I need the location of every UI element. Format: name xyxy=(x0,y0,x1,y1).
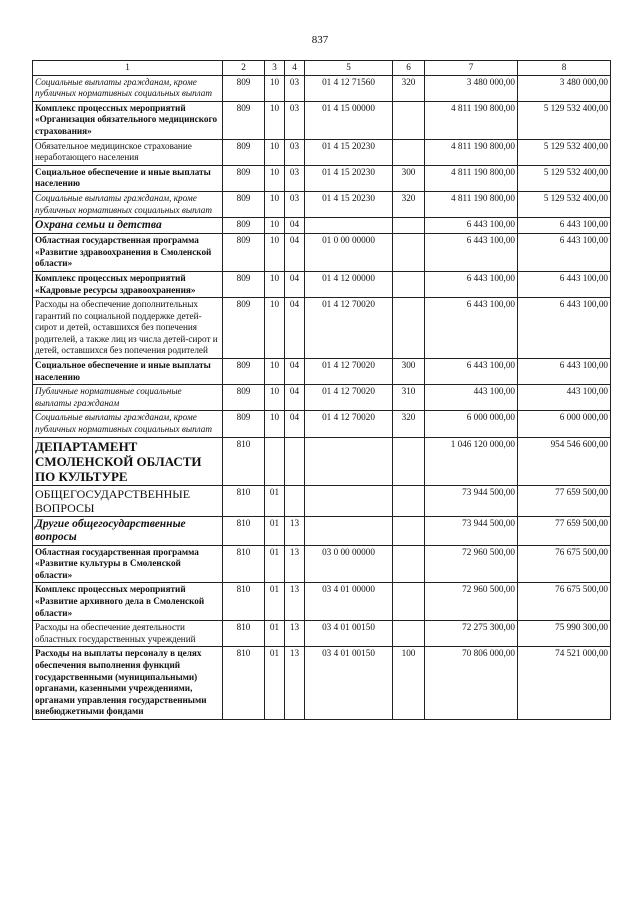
table-row xyxy=(33,411,611,437)
expense-type-code xyxy=(393,583,425,621)
section-code: 10 xyxy=(265,75,285,101)
subsection-code: 04 xyxy=(285,298,305,359)
target-article-code: 01 4 15 20230 xyxy=(305,165,393,191)
admin-code: 809 xyxy=(223,191,265,217)
table-row xyxy=(33,385,611,411)
table-row xyxy=(33,647,611,720)
row-name: Публичные нормативные социальные выплаты гражданам xyxy=(33,385,223,411)
amount-year-2: 76 675 500,00 xyxy=(518,545,611,583)
admin-code: 810 xyxy=(223,485,265,516)
amount-year-1: 4 811 190 800,00 xyxy=(425,191,518,217)
subsection-code: 04 xyxy=(285,385,305,411)
target-article-code: 01 4 12 70020 xyxy=(305,411,393,437)
amount-year-1: 70 806 000,00 xyxy=(425,647,518,720)
expense-type-code: 100 xyxy=(393,647,425,720)
table-row xyxy=(33,359,611,385)
col-header: 3 xyxy=(265,61,285,76)
subsection-code: 04 xyxy=(285,271,305,297)
admin-code: 809 xyxy=(223,359,265,385)
section-code: 10 xyxy=(265,385,285,411)
table-row xyxy=(33,545,611,583)
amount-year-1: 6 443 100,00 xyxy=(425,234,518,272)
row-name: Расходы на обеспечение деятельности областных государственных учреждений xyxy=(33,621,223,647)
subsection-code: 13 xyxy=(285,583,305,621)
row-name: Расходы на обеспечение дополнительных гарантий по социальной поддержке детей-сирот и детей, оставшихся без попечения родителей, а также лиц из числа детей-сирот и детей, оставшихся без попечения родителей xyxy=(33,298,223,359)
amount-year-2: 75 990 300,00 xyxy=(518,621,611,647)
row-name: Социальные выплаты гражданам, кроме публичных нормативных социальных выплат xyxy=(33,191,223,217)
subsection-code: 13 xyxy=(285,545,305,583)
section-code: 10 xyxy=(265,298,285,359)
table-row xyxy=(33,437,611,485)
header-row xyxy=(33,61,611,76)
col-header: 1 xyxy=(33,61,223,76)
amount-year-1: 72 275 300,00 xyxy=(425,621,518,647)
expense-type-code xyxy=(393,271,425,297)
col-header: 8 xyxy=(518,61,611,76)
admin-code: 810 xyxy=(223,545,265,583)
amount-year-2: 3 480 000,00 xyxy=(518,75,611,101)
amount-year-2: 5 129 532 400,00 xyxy=(518,165,611,191)
row-name: Областная государственная программа «Развитие здравоохранения в Смоленской области» xyxy=(33,234,223,272)
subsection-code: 04 xyxy=(285,218,305,234)
admin-code: 809 xyxy=(223,385,265,411)
target-article-code: 01 4 15 00000 xyxy=(305,101,393,139)
amount-year-2: 5 129 532 400,00 xyxy=(518,191,611,217)
amount-year-1: 4 811 190 800,00 xyxy=(425,139,518,165)
target-article-code xyxy=(305,485,393,516)
admin-code: 809 xyxy=(223,165,265,191)
amount-year-1: 6 443 100,00 xyxy=(425,218,518,234)
amount-year-1: 4 811 190 800,00 xyxy=(425,165,518,191)
amount-year-2: 6 443 100,00 xyxy=(518,218,611,234)
row-name: Социальные выплаты гражданам, кроме публичных нормативных социальных выплат xyxy=(33,411,223,437)
amount-year-1: 1 046 120 000,00 xyxy=(425,437,518,485)
row-name: Комплекс процессных мероприятий «Кадровые ресурсы здравоохранения» xyxy=(33,271,223,297)
table-row xyxy=(33,271,611,297)
target-article-code xyxy=(305,516,393,545)
subsection-code: 13 xyxy=(285,647,305,720)
subsection-code xyxy=(285,437,305,485)
admin-code: 810 xyxy=(223,621,265,647)
col-header: 5 xyxy=(305,61,393,76)
target-article-code: 01 4 12 70020 xyxy=(305,385,393,411)
section-code: 01 xyxy=(265,583,285,621)
table-row xyxy=(33,485,611,516)
target-article-code: 01 4 15 20230 xyxy=(305,139,393,165)
section-code: 10 xyxy=(265,411,285,437)
amount-year-1: 3 480 000,00 xyxy=(425,75,518,101)
subsection-code: 03 xyxy=(285,139,305,165)
target-article-code xyxy=(305,437,393,485)
amount-year-1: 72 960 500,00 xyxy=(425,583,518,621)
section-code: 10 xyxy=(265,165,285,191)
table-row xyxy=(33,75,611,101)
amount-year-1: 4 811 190 800,00 xyxy=(425,101,518,139)
amount-year-2: 443 100,00 xyxy=(518,385,611,411)
table-row xyxy=(33,621,611,647)
subsection-code: 04 xyxy=(285,359,305,385)
section-code: 10 xyxy=(265,218,285,234)
admin-code: 809 xyxy=(223,101,265,139)
section-code: 10 xyxy=(265,359,285,385)
target-article-code: 01 4 12 00000 xyxy=(305,271,393,297)
amount-year-1: 6 443 100,00 xyxy=(425,359,518,385)
expense-type-code xyxy=(393,516,425,545)
section-code: 01 xyxy=(265,485,285,516)
expense-type-code: 300 xyxy=(393,165,425,191)
section-code: 10 xyxy=(265,101,285,139)
admin-code: 810 xyxy=(223,583,265,621)
amount-year-2: 74 521 000,00 xyxy=(518,647,611,720)
expense-type-code: 310 xyxy=(393,385,425,411)
amount-year-1: 73 944 500,00 xyxy=(425,485,518,516)
admin-code: 809 xyxy=(223,411,265,437)
table-row xyxy=(33,218,611,234)
section-code: 01 xyxy=(265,647,285,720)
col-header: 6 xyxy=(393,61,425,76)
table-row xyxy=(33,583,611,621)
amount-year-2: 6 443 100,00 xyxy=(518,271,611,297)
target-article-code: 03 0 00 00000 xyxy=(305,545,393,583)
table-row xyxy=(33,191,611,217)
amount-year-1: 73 944 500,00 xyxy=(425,516,518,545)
row-name: ДЕПАРТАМЕНТ СМОЛЕНСКОЙ ОБЛАСТИ ПО КУЛЬТУРЕ xyxy=(33,437,223,485)
section-code: 10 xyxy=(265,191,285,217)
col-header: 2 xyxy=(223,61,265,76)
section-code: 01 xyxy=(265,621,285,647)
admin-code: 809 xyxy=(223,298,265,359)
col-header: 7 xyxy=(425,61,518,76)
amount-year-1: 72 960 500,00 xyxy=(425,545,518,583)
amount-year-2: 5 129 532 400,00 xyxy=(518,139,611,165)
section-code: 10 xyxy=(265,234,285,272)
admin-code: 809 xyxy=(223,139,265,165)
target-article-code xyxy=(305,218,393,234)
row-name: Расходы на выплаты персоналу в целях обеспечения выполнения функций государственными (муниципальными) органами, казенными учреждениями, органами управления государственными внебюджетными фондами xyxy=(33,647,223,720)
row-name: Областная государственная программа «Развитие культуры в Смоленской области» xyxy=(33,545,223,583)
subsection-code: 04 xyxy=(285,234,305,272)
amount-year-2: 5 129 532 400,00 xyxy=(518,101,611,139)
row-name: Социальное обеспечение и иные выплаты населению xyxy=(33,165,223,191)
target-article-code: 03 4 01 00150 xyxy=(305,647,393,720)
row-name: Комплекс процессных мероприятий «Организация обязательного медицинского страхования» xyxy=(33,101,223,139)
col-header: 4 xyxy=(285,61,305,76)
admin-code: 810 xyxy=(223,437,265,485)
row-name: Комплекс процессных мероприятий «Развитие архивного дела в Смоленской области» xyxy=(33,583,223,621)
admin-code: 810 xyxy=(223,647,265,720)
row-name: Социальное обеспечение и иные выплаты населению xyxy=(33,359,223,385)
table-row xyxy=(33,165,611,191)
section-code: 01 xyxy=(265,545,285,583)
subsection-code xyxy=(285,485,305,516)
subsection-code: 03 xyxy=(285,75,305,101)
target-article-code: 03 4 01 00150 xyxy=(305,621,393,647)
table-row xyxy=(33,139,611,165)
section-code xyxy=(265,437,285,485)
section-code: 10 xyxy=(265,271,285,297)
expense-type-code xyxy=(393,545,425,583)
amount-year-2: 954 546 600,00 xyxy=(518,437,611,485)
target-article-code: 01 4 15 20230 xyxy=(305,191,393,217)
subsection-code: 04 xyxy=(285,411,305,437)
target-article-code: 01 4 12 70020 xyxy=(305,359,393,385)
row-name: ОБЩЕГОСУДАРСТВЕННЫЕ ВОПРОСЫ xyxy=(33,485,223,516)
page-number: 837 xyxy=(311,34,329,46)
table-row xyxy=(33,234,611,272)
target-article-code: 01 4 12 70020 xyxy=(305,298,393,359)
expense-type-code: 320 xyxy=(393,411,425,437)
admin-code: 809 xyxy=(223,218,265,234)
table-row xyxy=(33,298,611,359)
amount-year-2: 6 443 100,00 xyxy=(518,359,611,385)
admin-code: 809 xyxy=(223,271,265,297)
amount-year-1: 6 443 100,00 xyxy=(425,271,518,297)
amount-year-1: 6 000 000,00 xyxy=(425,411,518,437)
admin-code: 809 xyxy=(223,75,265,101)
expense-type-code xyxy=(393,485,425,516)
admin-code: 810 xyxy=(223,516,265,545)
expense-type-code xyxy=(393,101,425,139)
subsection-code: 13 xyxy=(285,516,305,545)
section-code: 01 xyxy=(265,516,285,545)
amount-year-2: 76 675 500,00 xyxy=(518,583,611,621)
expense-type-code: 320 xyxy=(393,191,425,217)
expense-type-code xyxy=(393,437,425,485)
target-article-code: 03 4 01 00000 xyxy=(305,583,393,621)
expense-type-code xyxy=(393,621,425,647)
expense-type-code xyxy=(393,234,425,272)
subsection-code: 03 xyxy=(285,165,305,191)
row-name: Социальные выплаты гражданам, кроме публичных нормативных социальных выплат xyxy=(33,75,223,101)
amount-year-2: 6 000 000,00 xyxy=(518,411,611,437)
target-article-code: 01 0 00 00000 xyxy=(305,234,393,272)
amount-year-2: 77 659 500,00 xyxy=(518,485,611,516)
subsection-code: 13 xyxy=(285,621,305,647)
table-row xyxy=(33,516,611,545)
row-name: Охрана семьи и детства xyxy=(33,218,223,234)
amount-year-1: 6 443 100,00 xyxy=(425,298,518,359)
expense-type-code xyxy=(393,218,425,234)
amount-year-2: 6 443 100,00 xyxy=(518,234,611,272)
expense-type-code xyxy=(393,298,425,359)
budget-table xyxy=(32,60,611,720)
amount-year-2: 6 443 100,00 xyxy=(518,298,611,359)
row-name: Другие общегосударственные вопросы xyxy=(33,516,223,545)
admin-code: 809 xyxy=(223,234,265,272)
target-article-code: 01 4 12 71560 xyxy=(305,75,393,101)
amount-year-1: 443 100,00 xyxy=(425,385,518,411)
amount-year-2: 77 659 500,00 xyxy=(518,516,611,545)
section-code: 10 xyxy=(265,139,285,165)
subsection-code: 03 xyxy=(285,191,305,217)
expense-type-code xyxy=(393,139,425,165)
subsection-code: 03 xyxy=(285,101,305,139)
table-row xyxy=(33,101,611,139)
row-name: Обязательное медицинское страхование неработающего населения xyxy=(33,139,223,165)
expense-type-code: 320 xyxy=(393,75,425,101)
expense-type-code: 300 xyxy=(393,359,425,385)
